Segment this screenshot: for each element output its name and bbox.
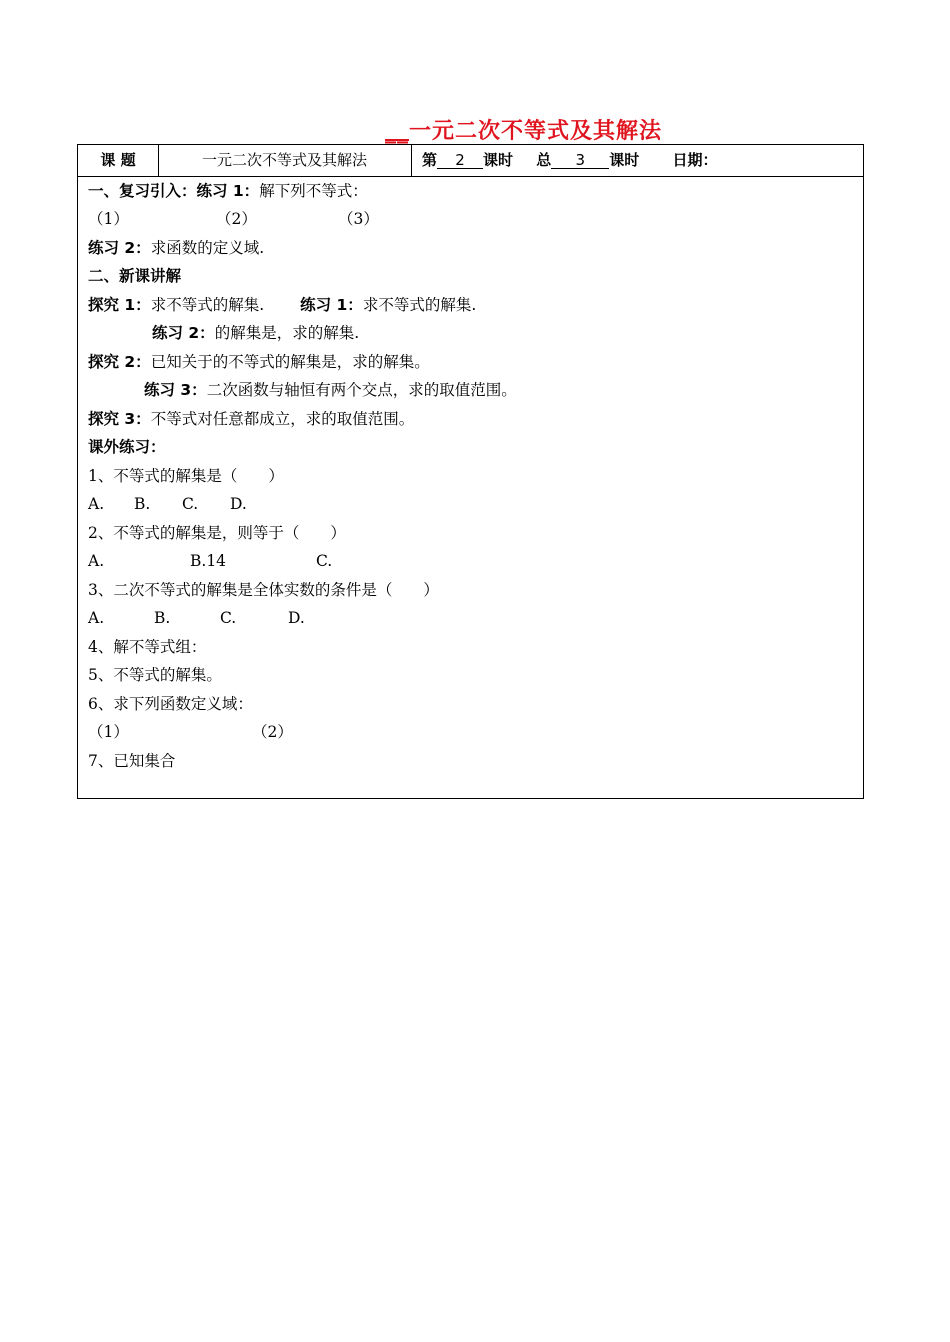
practice-2-text: 的解集是，求的解集. <box>214 324 360 342</box>
q3-option-c: C. <box>220 609 237 627</box>
part-2: （2） <box>216 210 257 228</box>
question-2: 2、不等式的解集是，则等于（ ） <box>88 524 346 542</box>
practice-2-line <box>152 321 359 345</box>
date-label: 日期： <box>672 151 718 169</box>
q6-part-1: （1） <box>88 723 129 741</box>
explore-2-text: 已知关于的不等式的解集是，求的解集。 <box>150 353 430 371</box>
explore-2-line <box>88 350 430 374</box>
topic-label: 课 题 <box>78 145 159 176</box>
question-6: 6、求下列函数定义域： <box>88 695 253 713</box>
review-heading: 一、复习引入：练习 1： <box>88 182 260 200</box>
q3-option-b: B. <box>154 609 171 627</box>
q3-option-a: A. <box>88 609 105 627</box>
homework-heading: 课外练习： <box>88 438 166 456</box>
explore-3-text: 不等式对任意都成立，求的取值范围。 <box>150 410 415 428</box>
explore-2-label: 探究 2： <box>88 353 151 371</box>
question-6-parts <box>88 720 388 744</box>
practice-1-label: 练习 1： <box>300 296 363 314</box>
q6-part-2: （2） <box>252 723 293 741</box>
practice-3-text: 二次函数与轴恒有两个交点，求的取值范围。 <box>206 381 517 399</box>
question-3: 3、二次不等式的解集是全体实数的条件是（ ） <box>88 581 439 599</box>
question-5: 5、不等式的解集。 <box>88 666 222 684</box>
q1-option-d: D. <box>230 495 247 513</box>
q2-option-a: A. <box>88 552 105 570</box>
practice-2-label: 练习 2： <box>152 324 215 342</box>
q2-option-b: B.14 <box>190 552 227 570</box>
question-1: 1、不等式的解集是（ ） <box>88 467 284 485</box>
title-underline: __ <box>385 119 409 144</box>
review-line <box>88 179 368 203</box>
q2-option-c: C. <box>316 552 333 570</box>
q3-option-d: D. <box>288 609 305 627</box>
q1-option-b: B. <box>134 495 151 513</box>
part-1: （1） <box>88 210 129 228</box>
question-3-options <box>88 606 388 630</box>
title-text: 一元二次不等式及其解法 <box>409 119 663 144</box>
lesson-unit: 课时 <box>483 151 514 169</box>
question-2-options <box>88 549 388 573</box>
header-row <box>78 145 863 177</box>
total-unit: 课时 <box>609 151 640 169</box>
exercise-2-text: 求函数的定义域. <box>150 239 265 257</box>
total-number: 3 <box>551 152 609 169</box>
lesson-prefix: 第 <box>422 151 438 169</box>
lesson-info <box>412 145 872 176</box>
part-3: （3） <box>338 210 379 228</box>
review-text: 解下列不等式： <box>259 182 368 200</box>
topic-value: 一元二次不等式及其解法 <box>158 145 412 176</box>
exercise-2-label: 练习 2： <box>88 239 151 257</box>
explore-3-label: 探究 3： <box>88 410 151 428</box>
question-7: 7、已知集合 <box>88 752 176 770</box>
document-title <box>385 114 662 145</box>
exercise-2-line <box>88 236 264 260</box>
practice-3-line <box>144 378 517 402</box>
total-prefix: 总 <box>536 151 552 169</box>
lesson-sheet <box>77 144 864 799</box>
practice-3-label: 练习 3： <box>144 381 207 399</box>
question-1-options <box>88 492 388 516</box>
explore-1-label: 探究 1： <box>88 296 151 314</box>
explore-3-line <box>88 407 414 431</box>
new-lesson-heading: 二、新课讲解 <box>88 267 182 285</box>
lesson-number: 2 <box>437 152 483 169</box>
explore-1-line <box>88 293 476 317</box>
question-4: 4、解不等式组： <box>88 638 207 656</box>
q1-option-a: A. <box>88 495 105 513</box>
q1-option-c: C. <box>182 495 199 513</box>
explore-1-text: 求不等式的解集. <box>150 296 265 314</box>
practice-1-text: 求不等式的解集. <box>362 296 477 314</box>
